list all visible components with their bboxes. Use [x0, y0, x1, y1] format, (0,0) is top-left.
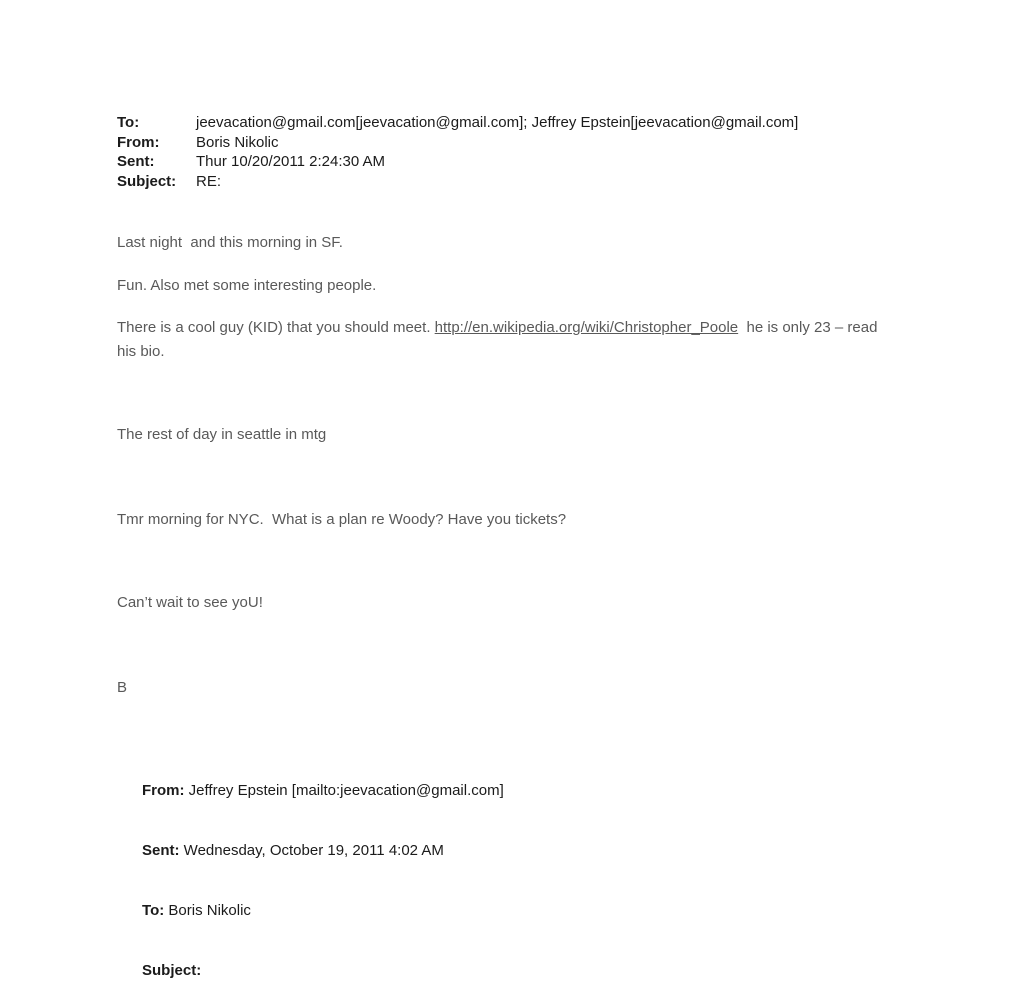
quoted-row-from	[117, 761, 504, 821]
quoted-label-sent: Sent:	[142, 842, 180, 859]
quoted-value-to: Boris Nikolic	[164, 902, 251, 919]
header-row-subject	[117, 172, 798, 192]
header-value-sent: Thur 10/20/2011 2:24:30 AM	[196, 153, 386, 170]
body-paragraph-fun: Fun. Also met some interesting people.	[117, 277, 377, 294]
body-paragraph-sf: Last night and this morning in SF.	[117, 234, 343, 251]
quoted-value-sent: Wednesday, October 19, 2011 4:02 AM	[179, 842, 444, 859]
header-label-sent: Sent:	[117, 153, 155, 170]
body-paragraph-cool-guy	[117, 316, 897, 363]
header-row-from	[117, 133, 798, 153]
paragraph-text-before-link: There is a cool guy (KID) that you should meet.	[117, 319, 435, 336]
body-paragraph-nyc: Tmr morning for NYC. What is a plan re Woody? Have you tickets?	[117, 511, 567, 528]
header-row-sent	[117, 152, 798, 172]
header-label-to: To:	[117, 114, 140, 131]
paragraph-text-after-link: he is only 23 – read his bio.	[117, 319, 882, 360]
quoted-label-to: To:	[142, 902, 165, 919]
header-row-to	[117, 113, 798, 133]
quoted-row-to	[117, 881, 504, 941]
header-label-subject: Subject:	[117, 172, 177, 190]
body-paragraph-closing: Can’t wait to see yoU!	[117, 594, 263, 611]
wikipedia-link[interactable]: http://en.wikipedia.org/wiki/Christopher_Poole	[434, 319, 739, 336]
header-value-from: Boris Nikolic	[196, 133, 279, 151]
header-label-from: From:	[117, 133, 160, 151]
body-paragraph-seattle: The rest of day in seattle in mtg	[117, 426, 327, 443]
quoted-row-subject	[117, 941, 504, 1001]
quoted-row-sent	[117, 821, 504, 881]
quoted-label-subject: Subject:	[142, 962, 202, 979]
header-value-subject: RE:	[196, 172, 222, 190]
email-header	[117, 113, 798, 191]
quoted-email-header	[117, 761, 504, 1001]
quoted-label-from: From:	[142, 782, 185, 799]
header-value-to: jeevacation@gmail.com[jeevacation@gmail.com]; Jeffrey Epstein[jeevacation@gmail.com]	[196, 114, 799, 131]
quoted-value-from: Jeffrey Epstein [mailto:jeevacation@gmail.com]	[184, 782, 504, 799]
signature: B	[117, 679, 128, 696]
